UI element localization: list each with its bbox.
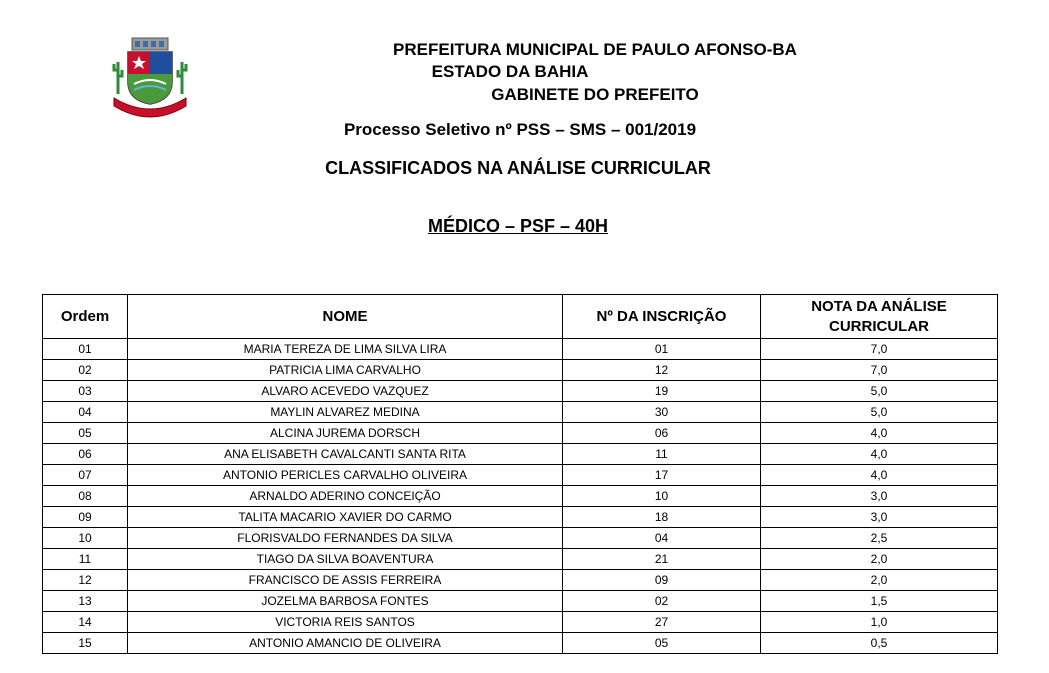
cell-nota: 7,0: [761, 360, 998, 381]
cell-inscricao: 30: [563, 402, 761, 423]
cell-ordem: 07: [43, 465, 128, 486]
table-row: [43, 549, 998, 570]
cell-ordem: 10: [43, 528, 128, 549]
cell-nota: 2,0: [761, 549, 998, 570]
cell-nome: FRANCISCO DE ASSIS FERREIRA: [128, 570, 563, 591]
cell-ordem: 05: [43, 423, 128, 444]
cell-inscricao: 10: [563, 486, 761, 507]
cell-inscricao: 06: [563, 423, 761, 444]
table-row: [43, 507, 998, 528]
cell-inscricao: 18: [563, 507, 761, 528]
table-row: [43, 465, 998, 486]
cell-nome: ANTONIO AMANCIO DE OLIVEIRA: [128, 633, 563, 654]
cell-nome: PATRICIA LIMA CARVALHO: [128, 360, 563, 381]
municipal-seal: [110, 36, 190, 120]
cell-inscricao: 17: [563, 465, 761, 486]
cell-inscricao: 12: [563, 360, 761, 381]
header-state: ESTADO DA BAHIA: [431, 62, 589, 81]
cell-nota: 0,5: [761, 633, 998, 654]
header-office: GABINETE DO PREFEITO: [491, 85, 699, 104]
cell-ordem: 11: [43, 549, 128, 570]
cell-inscricao: 19: [563, 381, 761, 402]
table-body: [43, 339, 998, 654]
cell-nome: TALITA MACARIO XAVIER DO CARMO: [128, 507, 563, 528]
cell-nome: ALCINA JUREMA DORSCH: [128, 423, 563, 444]
table-row: [43, 570, 998, 591]
cell-nome: JOZELMA BARBOSA FONTES: [128, 591, 563, 612]
cell-ordem: 04: [43, 402, 128, 423]
column-header-nome: NOME: [128, 295, 563, 339]
cell-nota: 5,0: [761, 402, 998, 423]
table-header-row: [43, 295, 998, 339]
cell-ordem: 03: [43, 381, 128, 402]
cell-nome: ANA ELISABETH CAVALCANTI SANTA RITA: [128, 444, 563, 465]
cell-inscricao: 04: [563, 528, 761, 549]
cell-inscricao: 27: [563, 612, 761, 633]
cell-nome: ANTONIO PERICLES CARVALHO OLIVEIRA: [128, 465, 563, 486]
table-row: [43, 528, 998, 549]
cell-inscricao: 02: [563, 591, 761, 612]
header-municipality: PREFEITURA MUNICIPAL DE PAULO AFONSO-BA: [393, 40, 797, 59]
cell-nota: 4,0: [761, 465, 998, 486]
cell-ordem: 09: [43, 507, 128, 528]
cell-nome: MAYLIN ALVAREZ MEDINA: [128, 402, 563, 423]
cell-inscricao: 21: [563, 549, 761, 570]
cell-inscricao: 01: [563, 339, 761, 360]
cell-ordem: 02: [43, 360, 128, 381]
table-row: [43, 612, 998, 633]
cell-nota: 2,0: [761, 570, 998, 591]
cell-nome: FLORISVALDO FERNANDES DA SILVA: [128, 528, 563, 549]
cell-nota: 3,0: [761, 507, 998, 528]
cell-ordem: 12: [43, 570, 128, 591]
cell-nota: 5,0: [761, 381, 998, 402]
table-row: [43, 339, 998, 360]
table-row: [43, 423, 998, 444]
process-title: Processo Seletivo nº PSS – SMS – 001/2019: [343, 120, 697, 139]
cell-ordem: 01: [43, 339, 128, 360]
cell-ordem: 15: [43, 633, 128, 654]
cell-nome: MARIA TEREZA DE LIMA SILVA LIRA: [128, 339, 563, 360]
cell-nota: 2,5: [761, 528, 998, 549]
results-table: [42, 294, 998, 654]
cell-nome: TIAGO DA SILVA BOAVENTURA: [128, 549, 563, 570]
cell-ordem: 06: [43, 444, 128, 465]
cell-ordem: 13: [43, 591, 128, 612]
table-row: [43, 444, 998, 465]
classified-title: CLASSIFICADOS NA ANÁLISE CURRICULAR: [325, 158, 711, 178]
table-row: [43, 402, 998, 423]
cell-nota: 3,0: [761, 486, 998, 507]
cell-nota: 1,5: [761, 591, 998, 612]
table-row: [43, 591, 998, 612]
cell-nome: VICTORIA REIS SANTOS: [128, 612, 563, 633]
cell-nome: ARNALDO ADERINO CONCEIÇÃO: [128, 486, 563, 507]
column-header-inscricao: Nº DA INSCRIÇÃO: [563, 295, 761, 339]
cell-nome: ALVARO ACEVEDO VAZQUEZ: [128, 381, 563, 402]
table-row: [43, 486, 998, 507]
cell-nota: 7,0: [761, 339, 998, 360]
position-title: MÉDICO – PSF – 40H: [427, 216, 609, 236]
cell-ordem: 08: [43, 486, 128, 507]
table-row: [43, 381, 998, 402]
cell-nota: 4,0: [761, 444, 998, 465]
cell-inscricao: 09: [563, 570, 761, 591]
cell-ordem: 14: [43, 612, 128, 633]
table-row: [43, 360, 998, 381]
cell-nota: 4,0: [761, 423, 998, 444]
column-header-nota: NOTA DA ANÁLISE CURRICULAR: [761, 295, 998, 339]
table-row: [43, 633, 998, 654]
cell-inscricao: 11: [563, 444, 761, 465]
cell-inscricao: 05: [563, 633, 761, 654]
column-header-ordem: Ordem: [43, 295, 128, 339]
cell-nota: 1,0: [761, 612, 998, 633]
